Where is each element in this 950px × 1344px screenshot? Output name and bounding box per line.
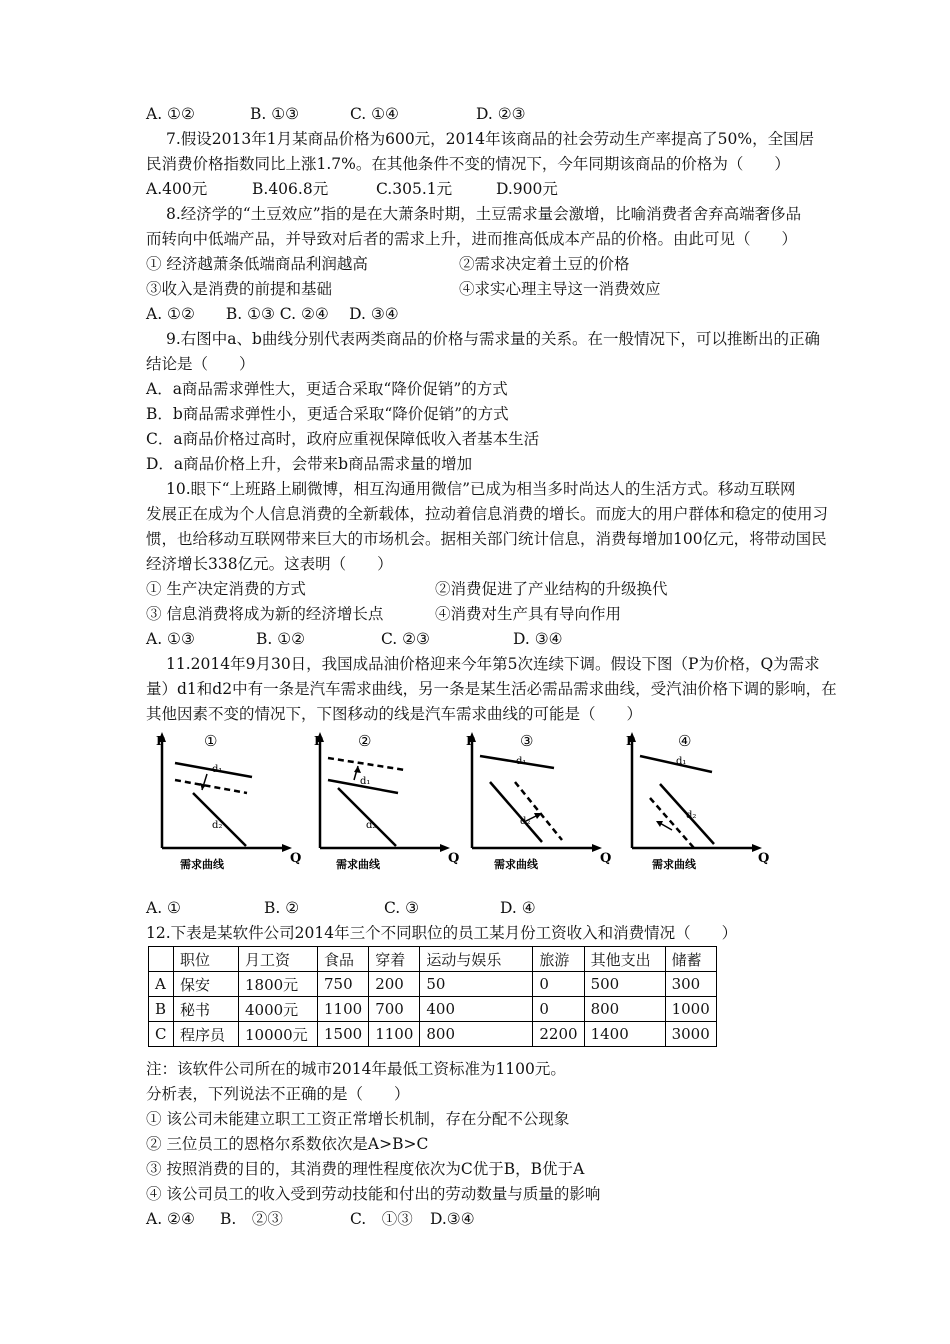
- q8-item-4: ④求实心理主导这一消费效应: [459, 280, 661, 298]
- table-cell: 0: [533, 997, 584, 1022]
- graph4-d1-label: d₁: [676, 756, 687, 767]
- table-cell: 秘书: [174, 997, 239, 1022]
- table-header-cell: 食品: [318, 947, 369, 972]
- q12-item-3: ③ 按照消费的目的，其消费的理性程度依次为C优于B，B优于A: [146, 1160, 585, 1178]
- q10-item-2: ②消费促进了产业结构的升级换代: [435, 580, 668, 598]
- q7-option-b: B.406.8元: [252, 180, 329, 198]
- demand-graph-4: [620, 730, 770, 875]
- table-cell: C: [149, 1022, 174, 1047]
- q9-option-a: A．a商品需求弹性大，更适合采取“降价促销”的方式: [146, 380, 508, 398]
- q11-stem-line3: 其他因素不变的情况下，下图移动的线是汽车需求曲线的可能是（ ）: [146, 705, 643, 723]
- table-cell: 750: [318, 972, 369, 997]
- q9-stem-line1: 9.右图中a、b曲线分别代表两类商品的价格与需求量的关系。在一般情况下，可以推断出的正确: [166, 330, 820, 348]
- table-cell: 700: [369, 997, 420, 1022]
- q11-option-a: A. ①: [146, 899, 181, 917]
- graph4-q-label: Q: [758, 851, 770, 866]
- q12-prompt: 分析表，下列说法不正确的是（ ）: [146, 1085, 410, 1103]
- q7-options: [146, 178, 558, 200]
- q11-options: [146, 897, 536, 919]
- table-cell: 50: [420, 972, 533, 997]
- q11-option-b: B. ②: [264, 899, 300, 917]
- graph1-q-label: Q: [290, 851, 302, 866]
- q10-item-3: ③ 信息消费将成为新的经济增长点: [146, 605, 384, 623]
- q10-stem-line4: 经济增长338亿元。这表明（ ）: [146, 555, 393, 573]
- table-header-cell: 旅游: [533, 947, 584, 972]
- q6-option-d: D. ②③: [476, 105, 526, 123]
- demand-graph-1: [150, 730, 300, 875]
- graph3-d2-label: d₂: [520, 816, 531, 827]
- q7-option-a: A.400元: [146, 180, 208, 198]
- graph1-p-label: P: [156, 734, 166, 748]
- q10-item-1: ① 生产决定消费的方式: [146, 580, 306, 598]
- graph2-d2-label: d₂: [366, 820, 377, 831]
- q9-option-c: C．a商品价格过高时，政府应重视保障低收入者基本生活: [146, 430, 540, 448]
- q8-stem-line1: 8.经济学的“土豆效应”指的是在大萧条时期，土豆需求量会激增，比喻消费者舍弃高端奢侈品: [166, 205, 802, 223]
- table-cell: 200: [369, 972, 420, 997]
- q8-options: A. ①② B. ①③ C. ②④ D. ③④: [146, 305, 399, 323]
- q10-option-b: B. ①②: [256, 630, 306, 648]
- graph3-number: ③: [520, 732, 534, 750]
- q12-option-a: A. ②④: [146, 1210, 195, 1228]
- q6-options: [146, 103, 526, 125]
- table-header-cell: 运动与娱乐: [420, 947, 533, 972]
- q12-stem: 12.下表是某软件公司2014年三个不同职位的员工某月份工资收入和消费情况（ ）: [146, 924, 738, 942]
- q12-option-b: B. ②③: [220, 1210, 283, 1228]
- graph4-p-label: P: [626, 734, 636, 748]
- table-cell: 1000: [665, 997, 716, 1022]
- graph1-d2-label: d₂: [212, 820, 223, 831]
- salary-consumption-table: [148, 946, 717, 1047]
- table-header-cell: 储蓄: [665, 947, 716, 972]
- q6-option-b: B. ①③: [250, 105, 300, 123]
- table-header-row: [149, 947, 717, 972]
- q10-option-c: C. ②③: [381, 630, 430, 648]
- q8-item-2: ②需求决定着土豆的价格: [459, 255, 630, 273]
- table-cell: 1100: [369, 1022, 420, 1047]
- q11-option-c: C. ③: [384, 899, 420, 917]
- table-header-cell: 其他支出: [584, 947, 665, 972]
- table-cell: 1100: [318, 997, 369, 1022]
- q9-option-b: B．b商品需求弹性小，更适合采取“降价促销”的方式: [146, 405, 509, 423]
- table-cell: 400: [420, 997, 533, 1022]
- graph2-d1-label: d₁: [360, 776, 371, 787]
- table-row: [149, 972, 717, 997]
- table-header-cell: [149, 947, 174, 972]
- table-cell: B: [149, 997, 174, 1022]
- q7-option-c: C.305.1元: [376, 180, 453, 198]
- q12-item-2: ② 三位员工的恩格尔系数依次是A>B>C: [146, 1135, 429, 1153]
- table-cell: 2200: [533, 1022, 584, 1047]
- table-cell: 4000元: [239, 997, 318, 1022]
- graph2-caption: 需求曲线: [336, 858, 380, 871]
- q8-stem-line2: 而转向中低端产品，并导致对后者的需求上升，进而推高低成本产品的价格。由此可见（ ）: [146, 230, 798, 248]
- q8-item-1: ① 经济越萧条低端商品利润越高: [146, 255, 368, 273]
- q7-option-d: D.900元: [496, 180, 558, 198]
- q10-option-a: A. ①③: [146, 630, 195, 648]
- graph4-caption: 需求曲线: [652, 858, 696, 871]
- table-cell: 程序员: [174, 1022, 239, 1047]
- q12-item-4: ④ 该公司员工的收入受到劳动技能和付出的劳动数量与质量的影响: [146, 1185, 601, 1203]
- q6-option-a: A. ①②: [146, 105, 195, 123]
- q11-option-d: D. ④: [500, 899, 536, 917]
- q12-options: [146, 1208, 475, 1230]
- table-header-cell: 穿着: [369, 947, 420, 972]
- table-row: [149, 1022, 717, 1047]
- table-cell: 800: [420, 1022, 533, 1047]
- table-cell: 500: [584, 972, 665, 997]
- table-cell: 保安: [174, 972, 239, 997]
- q10-options: [146, 628, 563, 650]
- q10-item-4: ④消费对生产具有导向作用: [435, 605, 622, 623]
- graph2-q-label: Q: [448, 851, 460, 866]
- q11-stem-line1: 11.2014年9月30日，我国成品油价格迎来今年第5次连续下调。假设下图（P为价格，Q为需求: [166, 655, 820, 673]
- table-row: [149, 997, 717, 1022]
- q12-note: 注：该软件公司所在的城市2014年最低工资标准为1100元。: [146, 1060, 566, 1078]
- table-header-cell: 月工资: [239, 947, 318, 972]
- q12-item-1: ① 该公司未能建立职工工资正常增长机制，存在分配不公现象: [146, 1110, 570, 1128]
- q10-stem-line1: 10.眼下“上班路上刷微博，相互沟通用微信”已成为相当多时尚达人的生活方式。移动互联网: [166, 480, 796, 498]
- q9-stem-line2: 结论是（ ）: [146, 355, 255, 373]
- q10-stem-line2: 发展正在成为个人信息消费的全新载体，拉动着信息消费的增长。而庞大的用户群体和稳定的使用习: [146, 505, 829, 523]
- graph1-caption: 需求曲线: [180, 858, 224, 871]
- q11-stem-line2: 量）d1和d2中有一条是汽车需求曲线，另一条是某生活必需品需求曲线，受汽油价格下调的影响，在: [146, 680, 837, 698]
- demand-graph-2: [308, 730, 458, 875]
- graph3-caption: 需求曲线: [494, 858, 538, 871]
- graph4-number: ④: [678, 732, 692, 750]
- graph2-p-label: P: [314, 734, 324, 748]
- table-cell: 1800元: [239, 972, 318, 997]
- q6-option-c: C. ①④: [350, 105, 399, 123]
- graph1-d1-label: d₁: [212, 764, 223, 775]
- table-cell: 1500: [318, 1022, 369, 1047]
- graph2-number: ②: [358, 732, 372, 750]
- table-cell: A: [149, 972, 174, 997]
- graph1-number: ①: [204, 732, 218, 750]
- graph3-p-label: P: [466, 734, 476, 748]
- table-cell: 3000: [665, 1022, 716, 1047]
- graph3-q-label: Q: [600, 851, 612, 866]
- graph4-d2-label: d₂: [686, 810, 697, 821]
- graph3-d1-label: d₁: [516, 756, 527, 767]
- q10-stem-line3: 惯，也给移动互联网带来巨大的市场机会。据相关部门统计信息，消费每增加100亿元，将带动国民: [146, 530, 827, 548]
- table-header-cell: 职位: [174, 947, 239, 972]
- q10-option-d: D. ③④: [513, 630, 563, 648]
- q9-option-d: D．a商品价格上升，会带来b商品需求量的增加: [146, 455, 473, 473]
- q7-stem-line1: 7.假设2013年1月某商品价格为600元，2014年该商品的社会劳动生产率提高了50%，全国居: [166, 130, 815, 148]
- table-cell: 800: [584, 997, 665, 1022]
- demand-graph-3: [460, 730, 610, 875]
- q12-option-c: C. ①③: [350, 1210, 413, 1228]
- q8-item-3: ③收入是消费的前提和基础: [146, 280, 333, 298]
- table-cell: 300: [665, 972, 716, 997]
- table-cell: 1400: [584, 1022, 665, 1047]
- q7-stem-line2: 民消费价格指数同比上涨1.7%。在其他条件不变的情况下，今年同期该商品的价格为（ ）: [146, 155, 790, 173]
- q12-option-d: D.③④: [430, 1210, 475, 1228]
- table-cell: 0: [533, 972, 584, 997]
- demand-curve-graphs: [150, 730, 770, 875]
- table-cell: 10000元: [239, 1022, 318, 1047]
